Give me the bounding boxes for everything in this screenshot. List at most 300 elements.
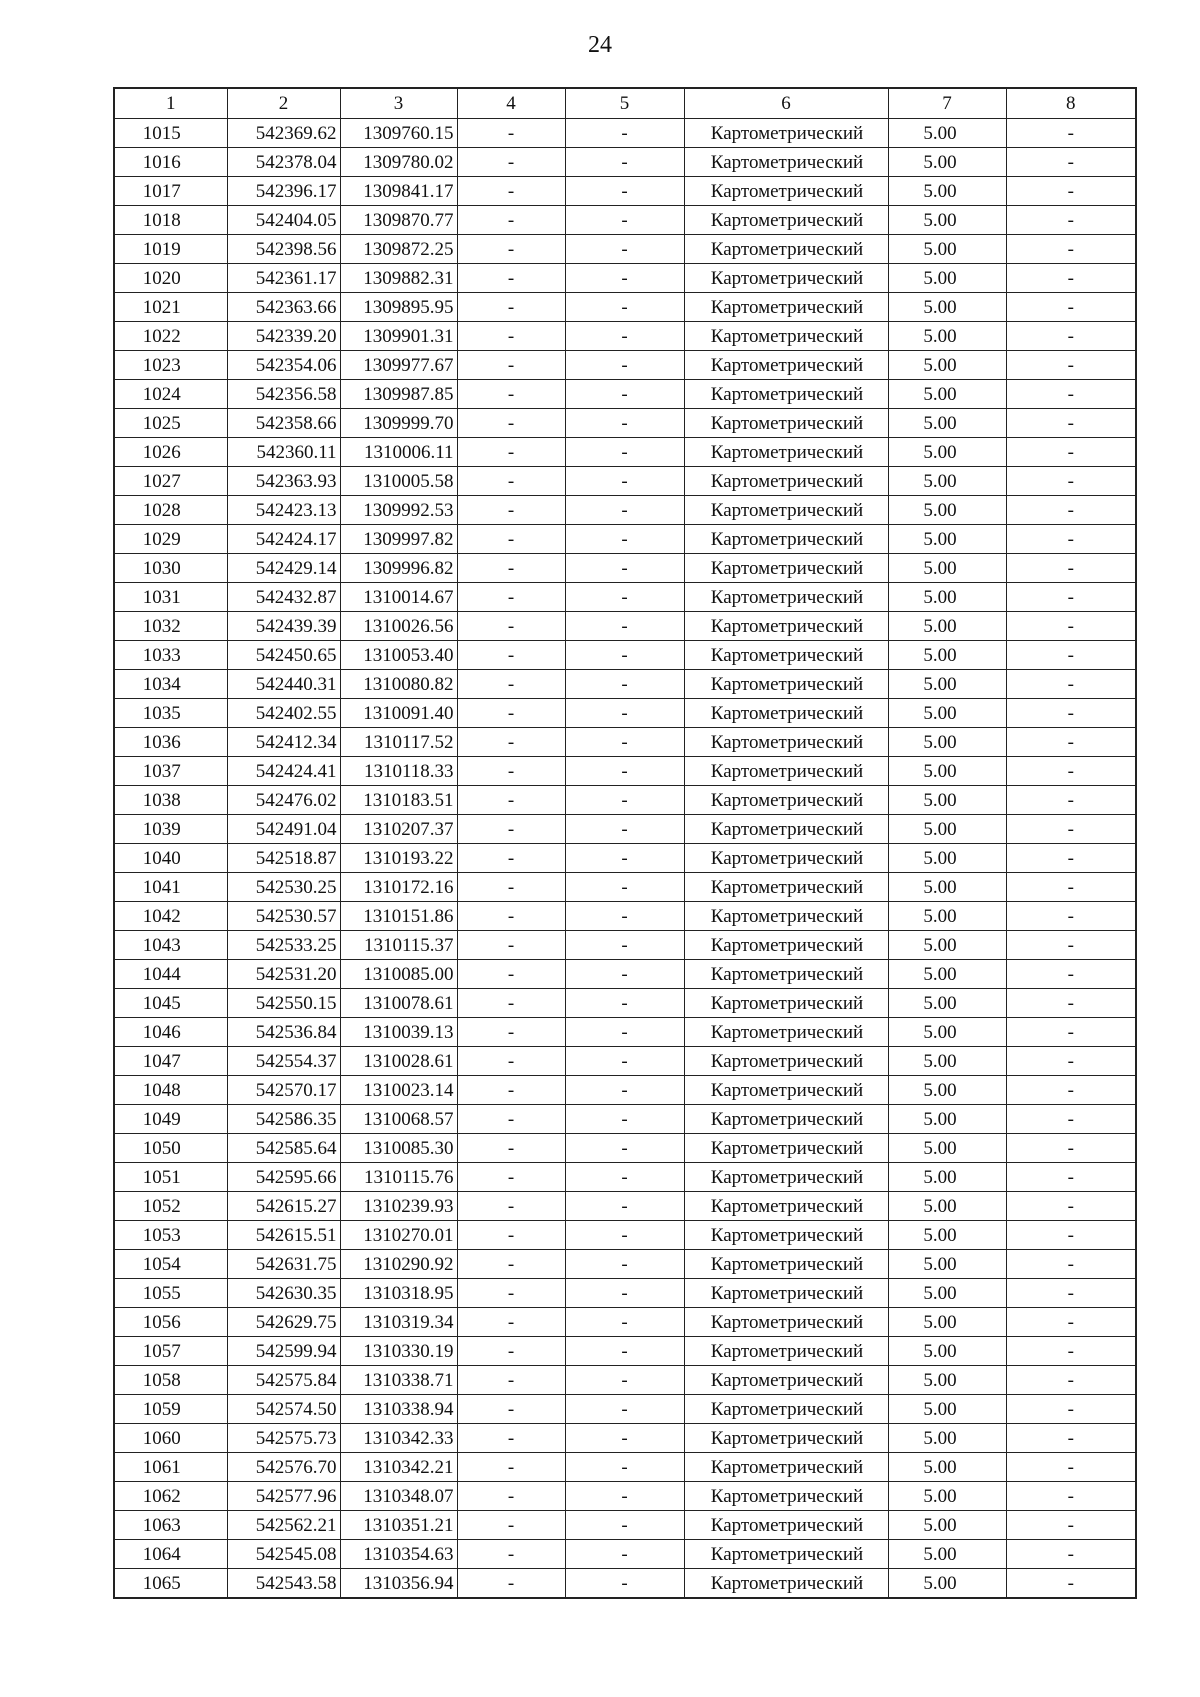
column-4-cell: - xyxy=(457,235,565,264)
point-number-cell: 1029 xyxy=(114,525,227,554)
column-4-cell: - xyxy=(457,177,565,206)
accuracy-cell: 5.00 xyxy=(888,902,1006,931)
column-4-cell: - xyxy=(457,1424,565,1453)
accuracy-cell: 5.00 xyxy=(888,1366,1006,1395)
accuracy-cell: 5.00 xyxy=(888,1424,1006,1453)
column-8-cell: - xyxy=(1006,728,1136,757)
x-coordinate-cell: 542576.70 xyxy=(227,1453,340,1482)
y-coordinate-cell: 1310354.63 xyxy=(340,1540,457,1569)
column-5-cell: - xyxy=(565,1482,684,1511)
y-coordinate-cell: 1310348.07 xyxy=(340,1482,457,1511)
point-number-cell: 1027 xyxy=(114,467,227,496)
accuracy-cell: 5.00 xyxy=(888,177,1006,206)
column-5-cell: - xyxy=(565,989,684,1018)
column-5-cell: - xyxy=(565,264,684,293)
table-row xyxy=(114,322,1136,351)
accuracy-cell: 5.00 xyxy=(888,148,1006,177)
table-row xyxy=(114,293,1136,322)
accuracy-cell: 5.00 xyxy=(888,1105,1006,1134)
accuracy-cell: 5.00 xyxy=(888,1163,1006,1192)
table-row xyxy=(114,728,1136,757)
point-number-cell: 1044 xyxy=(114,960,227,989)
x-coordinate-cell: 542404.05 xyxy=(227,206,340,235)
table-row xyxy=(114,1076,1136,1105)
column-8-cell: - xyxy=(1006,786,1136,815)
column-4-cell: - xyxy=(457,1482,565,1511)
column-4-cell: - xyxy=(457,931,565,960)
accuracy-cell: 5.00 xyxy=(888,699,1006,728)
column-8-cell: - xyxy=(1006,438,1136,467)
point-number-cell: 1063 xyxy=(114,1511,227,1540)
accuracy-cell: 5.00 xyxy=(888,583,1006,612)
column-5-cell: - xyxy=(565,1395,684,1424)
method-cell: Картометрический xyxy=(684,1279,888,1308)
column-8-cell: - xyxy=(1006,1424,1136,1453)
column-4-cell: - xyxy=(457,351,565,380)
method-cell: Картометрический xyxy=(684,1308,888,1337)
table-row xyxy=(114,1250,1136,1279)
column-4-cell: - xyxy=(457,757,565,786)
point-number-cell: 1053 xyxy=(114,1221,227,1250)
method-cell: Картометрический xyxy=(684,1337,888,1366)
column-8-cell: - xyxy=(1006,1163,1136,1192)
method-cell: Картометрический xyxy=(684,612,888,641)
column-5-cell: - xyxy=(565,1250,684,1279)
column-4-cell: - xyxy=(457,1569,565,1599)
x-coordinate-cell: 542360.11 xyxy=(227,438,340,467)
column-8-cell: - xyxy=(1006,1105,1136,1134)
method-cell: Картометрический xyxy=(684,438,888,467)
y-coordinate-cell: 1310338.71 xyxy=(340,1366,457,1395)
accuracy-cell: 5.00 xyxy=(888,293,1006,322)
column-4-cell: - xyxy=(457,322,565,351)
method-cell: Картометрический xyxy=(684,177,888,206)
method-cell: Картометрический xyxy=(684,264,888,293)
table-row xyxy=(114,438,1136,467)
y-coordinate-cell: 1309987.85 xyxy=(340,380,457,409)
column-5-cell: - xyxy=(565,293,684,322)
column-5-cell: - xyxy=(565,177,684,206)
y-coordinate-cell: 1310005.58 xyxy=(340,467,457,496)
y-coordinate-cell: 1310319.34 xyxy=(340,1308,457,1337)
table-row xyxy=(114,989,1136,1018)
point-number-cell: 1055 xyxy=(114,1279,227,1308)
column-8-cell: - xyxy=(1006,815,1136,844)
point-number-cell: 1021 xyxy=(114,293,227,322)
accuracy-cell: 5.00 xyxy=(888,1076,1006,1105)
y-coordinate-cell: 1310115.76 xyxy=(340,1163,457,1192)
column-5-cell: - xyxy=(565,525,684,554)
point-number-cell: 1045 xyxy=(114,989,227,1018)
column-5-cell: - xyxy=(565,728,684,757)
column-4-cell: - xyxy=(457,119,565,148)
method-cell: Картометрический xyxy=(684,844,888,873)
y-coordinate-cell: 1310118.33 xyxy=(340,757,457,786)
column-4-cell: - xyxy=(457,1134,565,1163)
column-header: 1 xyxy=(114,88,227,119)
column-4-cell: - xyxy=(457,873,565,902)
table-row xyxy=(114,264,1136,293)
x-coordinate-cell: 542363.66 xyxy=(227,293,340,322)
accuracy-cell: 5.00 xyxy=(888,931,1006,960)
column-5-cell: - xyxy=(565,1018,684,1047)
column-8-cell: - xyxy=(1006,409,1136,438)
table-row xyxy=(114,409,1136,438)
accuracy-cell: 5.00 xyxy=(888,1395,1006,1424)
method-cell: Картометрический xyxy=(684,1395,888,1424)
column-5-cell: - xyxy=(565,1047,684,1076)
column-4-cell: - xyxy=(457,467,565,496)
y-coordinate-cell: 1310117.52 xyxy=(340,728,457,757)
method-cell: Картометрический xyxy=(684,699,888,728)
method-cell: Картометрический xyxy=(684,989,888,1018)
table-row xyxy=(114,1105,1136,1134)
y-coordinate-cell: 1310039.13 xyxy=(340,1018,457,1047)
accuracy-cell: 5.00 xyxy=(888,554,1006,583)
accuracy-cell: 5.00 xyxy=(888,1134,1006,1163)
method-cell: Картометрический xyxy=(684,554,888,583)
x-coordinate-cell: 542356.58 xyxy=(227,380,340,409)
x-coordinate-cell: 542396.17 xyxy=(227,177,340,206)
x-coordinate-cell: 542439.39 xyxy=(227,612,340,641)
column-4-cell: - xyxy=(457,989,565,1018)
method-cell: Картометрический xyxy=(684,1366,888,1395)
accuracy-cell: 5.00 xyxy=(888,1453,1006,1482)
method-cell: Картометрический xyxy=(684,815,888,844)
x-coordinate-cell: 542550.15 xyxy=(227,989,340,1018)
column-8-cell: - xyxy=(1006,1250,1136,1279)
accuracy-cell: 5.00 xyxy=(888,670,1006,699)
point-number-cell: 1056 xyxy=(114,1308,227,1337)
method-cell: Картометрический xyxy=(684,670,888,699)
y-coordinate-cell: 1310193.22 xyxy=(340,844,457,873)
column-4-cell: - xyxy=(457,641,565,670)
table-row xyxy=(114,1192,1136,1221)
method-cell: Картометрический xyxy=(684,1192,888,1221)
accuracy-cell: 5.00 xyxy=(888,206,1006,235)
point-number-cell: 1064 xyxy=(114,1540,227,1569)
point-number-cell: 1020 xyxy=(114,264,227,293)
y-coordinate-cell: 1310290.92 xyxy=(340,1250,457,1279)
column-4-cell: - xyxy=(457,525,565,554)
table-row xyxy=(114,1366,1136,1395)
table-row xyxy=(114,496,1136,525)
x-coordinate-cell: 542586.35 xyxy=(227,1105,340,1134)
accuracy-cell: 5.00 xyxy=(888,1192,1006,1221)
method-cell: Картометрический xyxy=(684,960,888,989)
table-row xyxy=(114,1569,1136,1599)
method-cell: Картометрический xyxy=(684,1105,888,1134)
column-8-cell: - xyxy=(1006,1511,1136,1540)
accuracy-cell: 5.00 xyxy=(888,322,1006,351)
point-number-cell: 1052 xyxy=(114,1192,227,1221)
column-8-cell: - xyxy=(1006,583,1136,612)
y-coordinate-cell: 1310115.37 xyxy=(340,931,457,960)
x-coordinate-cell: 542575.73 xyxy=(227,1424,340,1453)
table-row xyxy=(114,1482,1136,1511)
table-row xyxy=(114,206,1136,235)
method-cell: Картометрический xyxy=(684,1047,888,1076)
x-coordinate-cell: 542491.04 xyxy=(227,815,340,844)
method-cell: Картометрический xyxy=(684,1540,888,1569)
table-row xyxy=(114,873,1136,902)
point-number-cell: 1060 xyxy=(114,1424,227,1453)
table-header-row xyxy=(114,88,1136,119)
column-8-cell: - xyxy=(1006,380,1136,409)
x-coordinate-cell: 542575.84 xyxy=(227,1366,340,1395)
column-4-cell: - xyxy=(457,438,565,467)
column-4-cell: - xyxy=(457,699,565,728)
column-5-cell: - xyxy=(565,699,684,728)
point-number-cell: 1017 xyxy=(114,177,227,206)
method-cell: Картометрический xyxy=(684,525,888,554)
point-number-cell: 1025 xyxy=(114,409,227,438)
column-8-cell: - xyxy=(1006,670,1136,699)
accuracy-cell: 5.00 xyxy=(888,235,1006,264)
table-row xyxy=(114,119,1136,148)
column-8-cell: - xyxy=(1006,844,1136,873)
x-coordinate-cell: 542615.51 xyxy=(227,1221,340,1250)
accuracy-cell: 5.00 xyxy=(888,409,1006,438)
column-8-cell: - xyxy=(1006,351,1136,380)
column-4-cell: - xyxy=(457,264,565,293)
point-number-cell: 1059 xyxy=(114,1395,227,1424)
column-5-cell: - xyxy=(565,757,684,786)
coordinates-table xyxy=(113,87,1137,1599)
column-8-cell: - xyxy=(1006,757,1136,786)
column-5-cell: - xyxy=(565,1279,684,1308)
point-number-cell: 1034 xyxy=(114,670,227,699)
column-5-cell: - xyxy=(565,1192,684,1221)
point-number-cell: 1065 xyxy=(114,1569,227,1599)
accuracy-cell: 5.00 xyxy=(888,1221,1006,1250)
column-8-cell: - xyxy=(1006,641,1136,670)
y-coordinate-cell: 1310183.51 xyxy=(340,786,457,815)
y-coordinate-cell: 1310028.61 xyxy=(340,1047,457,1076)
column-8-cell: - xyxy=(1006,873,1136,902)
column-5-cell: - xyxy=(565,1134,684,1163)
column-4-cell: - xyxy=(457,1250,565,1279)
column-header: 7 xyxy=(888,88,1006,119)
column-8-cell: - xyxy=(1006,1569,1136,1599)
accuracy-cell: 5.00 xyxy=(888,641,1006,670)
y-coordinate-cell: 1310068.57 xyxy=(340,1105,457,1134)
method-cell: Картометрический xyxy=(684,1221,888,1250)
method-cell: Картометрический xyxy=(684,1076,888,1105)
y-coordinate-cell: 1309841.17 xyxy=(340,177,457,206)
table-row xyxy=(114,525,1136,554)
x-coordinate-cell: 542358.66 xyxy=(227,409,340,438)
method-cell: Картометрический xyxy=(684,728,888,757)
column-header: 3 xyxy=(340,88,457,119)
column-8-cell: - xyxy=(1006,612,1136,641)
method-cell: Картометрический xyxy=(684,1163,888,1192)
y-coordinate-cell: 1310338.94 xyxy=(340,1395,457,1424)
column-5-cell: - xyxy=(565,235,684,264)
accuracy-cell: 5.00 xyxy=(888,496,1006,525)
column-5-cell: - xyxy=(565,1453,684,1482)
point-number-cell: 1039 xyxy=(114,815,227,844)
column-5-cell: - xyxy=(565,1511,684,1540)
accuracy-cell: 5.00 xyxy=(888,264,1006,293)
point-number-cell: 1041 xyxy=(114,873,227,902)
point-number-cell: 1038 xyxy=(114,786,227,815)
point-number-cell: 1048 xyxy=(114,1076,227,1105)
x-coordinate-cell: 542476.02 xyxy=(227,786,340,815)
column-5-cell: - xyxy=(565,844,684,873)
table-row xyxy=(114,148,1136,177)
accuracy-cell: 5.00 xyxy=(888,467,1006,496)
column-4-cell: - xyxy=(457,815,565,844)
point-number-cell: 1022 xyxy=(114,322,227,351)
accuracy-cell: 5.00 xyxy=(888,815,1006,844)
accuracy-cell: 5.00 xyxy=(888,757,1006,786)
column-8-cell: - xyxy=(1006,322,1136,351)
x-coordinate-cell: 542424.17 xyxy=(227,525,340,554)
y-coordinate-cell: 1309992.53 xyxy=(340,496,457,525)
point-number-cell: 1061 xyxy=(114,1453,227,1482)
method-cell: Картометрический xyxy=(684,409,888,438)
table-row xyxy=(114,960,1136,989)
x-coordinate-cell: 542440.31 xyxy=(227,670,340,699)
point-number-cell: 1058 xyxy=(114,1366,227,1395)
column-5-cell: - xyxy=(565,119,684,148)
method-cell: Картометрический xyxy=(684,873,888,902)
column-4-cell: - xyxy=(457,554,565,583)
column-4-cell: - xyxy=(457,844,565,873)
column-5-cell: - xyxy=(565,1337,684,1366)
y-coordinate-cell: 1310239.93 xyxy=(340,1192,457,1221)
column-5-cell: - xyxy=(565,438,684,467)
column-4-cell: - xyxy=(457,409,565,438)
column-8-cell: - xyxy=(1006,1279,1136,1308)
accuracy-cell: 5.00 xyxy=(888,1308,1006,1337)
page-number: 24 xyxy=(588,32,612,58)
column-5-cell: - xyxy=(565,322,684,351)
method-cell: Картометрический xyxy=(684,1569,888,1599)
column-5-cell: - xyxy=(565,1424,684,1453)
method-cell: Картометрический xyxy=(684,351,888,380)
column-4-cell: - xyxy=(457,496,565,525)
column-header: 8 xyxy=(1006,88,1136,119)
y-coordinate-cell: 1310080.82 xyxy=(340,670,457,699)
column-8-cell: - xyxy=(1006,1395,1136,1424)
column-5-cell: - xyxy=(565,612,684,641)
table-row xyxy=(114,1511,1136,1540)
column-header: 5 xyxy=(565,88,684,119)
column-4-cell: - xyxy=(457,1047,565,1076)
accuracy-cell: 5.00 xyxy=(888,1279,1006,1308)
method-cell: Картометрический xyxy=(684,467,888,496)
table-row xyxy=(114,786,1136,815)
column-header: 2 xyxy=(227,88,340,119)
accuracy-cell: 5.00 xyxy=(888,1569,1006,1599)
y-coordinate-cell: 1310085.00 xyxy=(340,960,457,989)
method-cell: Картометрический xyxy=(684,1482,888,1511)
point-number-cell: 1016 xyxy=(114,148,227,177)
y-coordinate-cell: 1310342.21 xyxy=(340,1453,457,1482)
x-coordinate-cell: 542585.64 xyxy=(227,1134,340,1163)
accuracy-cell: 5.00 xyxy=(888,989,1006,1018)
y-coordinate-cell: 1310026.56 xyxy=(340,612,457,641)
column-5-cell: - xyxy=(565,496,684,525)
column-4-cell: - xyxy=(457,1511,565,1540)
column-5-cell: - xyxy=(565,583,684,612)
table-body xyxy=(114,88,1136,1598)
y-coordinate-cell: 1309901.31 xyxy=(340,322,457,351)
table-row xyxy=(114,1163,1136,1192)
table-row xyxy=(114,1453,1136,1482)
x-coordinate-cell: 542339.20 xyxy=(227,322,340,351)
column-8-cell: - xyxy=(1006,554,1136,583)
y-coordinate-cell: 1310351.21 xyxy=(340,1511,457,1540)
column-8-cell: - xyxy=(1006,467,1136,496)
table-row xyxy=(114,612,1136,641)
column-5-cell: - xyxy=(565,786,684,815)
column-5-cell: - xyxy=(565,873,684,902)
column-5-cell: - xyxy=(565,467,684,496)
accuracy-cell: 5.00 xyxy=(888,1250,1006,1279)
method-cell: Картометрический xyxy=(684,902,888,931)
column-4-cell: - xyxy=(457,902,565,931)
point-number-cell: 1033 xyxy=(114,641,227,670)
y-coordinate-cell: 1309996.82 xyxy=(340,554,457,583)
method-cell: Картометрический xyxy=(684,1134,888,1163)
column-5-cell: - xyxy=(565,409,684,438)
y-coordinate-cell: 1310006.11 xyxy=(340,438,457,467)
x-coordinate-cell: 542631.75 xyxy=(227,1250,340,1279)
column-4-cell: - xyxy=(457,1076,565,1105)
column-header: 6 xyxy=(684,88,888,119)
column-5-cell: - xyxy=(565,931,684,960)
point-number-cell: 1023 xyxy=(114,351,227,380)
column-8-cell: - xyxy=(1006,206,1136,235)
column-5-cell: - xyxy=(565,1076,684,1105)
point-number-cell: 1040 xyxy=(114,844,227,873)
column-8-cell: - xyxy=(1006,1221,1136,1250)
column-4-cell: - xyxy=(457,1366,565,1395)
column-8-cell: - xyxy=(1006,1453,1136,1482)
point-number-cell: 1054 xyxy=(114,1250,227,1279)
method-cell: Картометрический xyxy=(684,641,888,670)
y-coordinate-cell: 1309760.15 xyxy=(340,119,457,148)
accuracy-cell: 5.00 xyxy=(888,873,1006,902)
column-5-cell: - xyxy=(565,351,684,380)
x-coordinate-cell: 542577.96 xyxy=(227,1482,340,1511)
accuracy-cell: 5.00 xyxy=(888,380,1006,409)
column-8-cell: - xyxy=(1006,1047,1136,1076)
column-5-cell: - xyxy=(565,670,684,699)
column-5-cell: - xyxy=(565,148,684,177)
accuracy-cell: 5.00 xyxy=(888,612,1006,641)
x-coordinate-cell: 542450.65 xyxy=(227,641,340,670)
table-row xyxy=(114,1308,1136,1337)
y-coordinate-cell: 1309870.77 xyxy=(340,206,457,235)
method-cell: Картометрический xyxy=(684,1453,888,1482)
accuracy-cell: 5.00 xyxy=(888,1540,1006,1569)
method-cell: Картометрический xyxy=(684,1511,888,1540)
x-coordinate-cell: 542424.41 xyxy=(227,757,340,786)
y-coordinate-cell: 1310078.61 xyxy=(340,989,457,1018)
y-coordinate-cell: 1310270.01 xyxy=(340,1221,457,1250)
column-4-cell: - xyxy=(457,960,565,989)
method-cell: Картометрический xyxy=(684,148,888,177)
y-coordinate-cell: 1310151.86 xyxy=(340,902,457,931)
x-coordinate-cell: 542533.25 xyxy=(227,931,340,960)
x-coordinate-cell: 542518.87 xyxy=(227,844,340,873)
table-row xyxy=(114,1337,1136,1366)
table-row xyxy=(114,670,1136,699)
